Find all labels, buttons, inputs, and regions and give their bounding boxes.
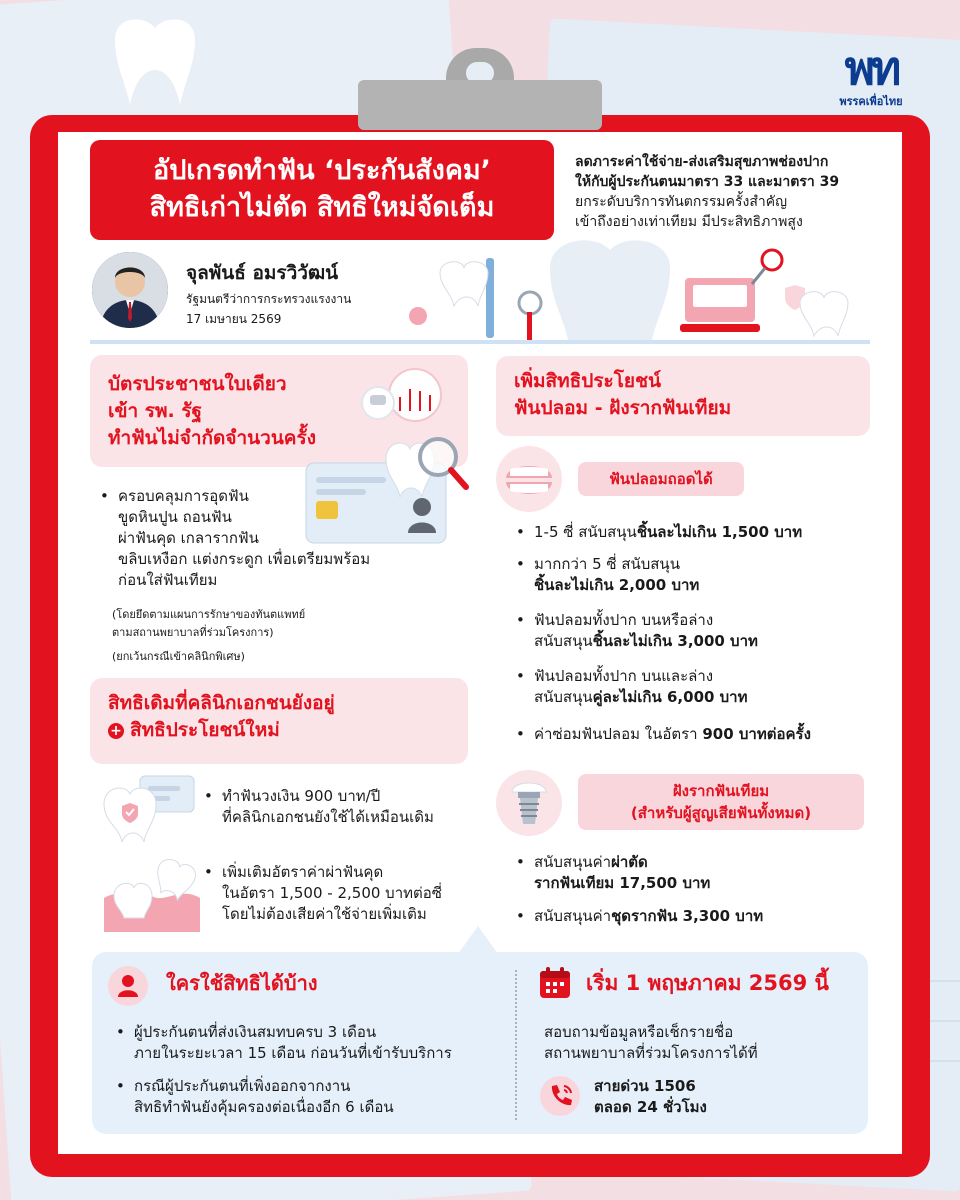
title-line-1: อัปเกรดทำฟัน ‘ประกันสังคม’: [153, 155, 491, 186]
author-role: รัฐมนตรีว่าการกระทรวงแรงงาน: [186, 292, 352, 306]
sec2-bullet-1: • ทำฟันวงเงิน 900 บาท/ปี ที่คลินิกเอกชนยังใช้ได้เหมือนเดิม: [204, 787, 434, 826]
start-text: สอบถามข้อมูลหรือเช็กรายชื่อ สถานพยาบาลที่ร่วมโครงการได้ที่: [544, 1023, 758, 1062]
denture-icon: [496, 446, 562, 512]
denture-item-5: • ค่าซ่อมฟันปลอม ในอัตรา 900 บาทต่อครั้ง: [516, 725, 811, 743]
title-line-2: สิทธิเก่าไม่ตัด สิทธิใหม่จัดเต็ม: [149, 192, 495, 223]
intro-text: ลดภาระค่าใช้จ่าย-ส่งเสริมสุขภาพช่องปาก ให้กับผู้ประกันตนมาตรา 33 และมาตรา 39 ยกระดับบริการทันตกรรมครั้งสำคัญ เข้าถึงอย่างเท่าเทียม มีประสิทธิภาพสูง: [575, 154, 840, 230]
header-divider: [90, 340, 870, 344]
hotline: สายด่วน 1506 ตลอด 24 ชั่วโมง: [594, 1077, 707, 1116]
calendar-icon: [538, 966, 572, 1000]
dental-tools-illustration: [400, 228, 870, 340]
logo-mark: พท: [844, 41, 898, 95]
wisdom-tooth-icon: [104, 856, 200, 932]
title-box: [90, 140, 554, 240]
start-date-heading: เริ่ม 1 พฤษภาคม 2569 นี้: [586, 971, 829, 995]
section-id-card-heading: บัตรประชาชนใบเดียว เข้า รพ. รัฐ ทำฟันไม่จำกัดจำนวนครั้ง: [90, 355, 468, 467]
logo-text: พรรคเพื่อไทย: [839, 95, 903, 108]
denture-item-2: • มากกว่า 5 ซี่ สนับสนุน ชิ้นละไม่เกิน 2,000 บาท: [516, 555, 700, 594]
author-name: จุลพันธ์ อมรวิวัฒน์: [186, 262, 339, 284]
who-heading: ใครใช้สิทธิได้บ้าง: [166, 971, 318, 995]
clip-bar: [358, 80, 602, 130]
denture-pill: ฟันปลอมถอดได้: [578, 462, 744, 496]
denture-item-1: • 1-5 ซี่ สนับสนุนชิ้นละไม่เกิน 1,500 บาท: [516, 523, 803, 541]
implant-pill: ฝังรากฟันเทียม (สำหรับผู้สูญเสียฟันทั้งหมด): [578, 774, 864, 830]
author-avatar: [92, 252, 168, 328]
denture-item-3: • ฟันปลอมทั้งปาก บนหรือล่าง สนับสนุนชิ้นละไม่เกิน 3,000 บาท: [516, 611, 758, 650]
who-bullet-1: • ผู้ประกันตนที่ส่งเงินสมทบครบ 3 เดือน ภายในระยะเวลา 15 เดือน ก่อนวันที่เข้ารับบริการ: [116, 1023, 452, 1062]
implant-item-1: • สนับสนุนค่าผ่าตัด รากฟันเทียม 17,500 บาท: [516, 853, 711, 892]
sec1-note: (โดยยึดตามแผนการรักษาของทันตแพทย์ ตามสถานพยาบาลที่ร่วมโครงการ) (ยกเว้นกรณีเข้าคลินิกพิเศษ): [112, 608, 306, 663]
user-icon: [108, 966, 148, 1006]
sec2-bullet-2: • เพิ่มเติมอัตราค่าผ่าฟันคุด ในอัตรา 1,500 - 2,500 บาทต่อซี่ โดยไม่ต้องเสียค่าใช้จ่ายเพิ่มเติม: [204, 863, 442, 923]
tooth-card-icon: [100, 770, 200, 844]
sec1-bullet: • ครอบคลุมการอุดฟัน ขูดหินปูน ถอนฟัน ผ่าฟันคุด เกลารากฟัน ขลิบเหงือก แต่งกระดูก เพื่อเตรียมพร้อม ก่อนใส่ฟันเทียม: [100, 487, 371, 589]
who-bullet-2: • กรณีผู้ประกันตนที่เพิ่งออกจากงาน สิทธิทำฟันยังคุ้มครองต่อเนื่องอีก 6 เดือน: [116, 1077, 394, 1116]
author-date: 17 เมษายน 2569: [186, 312, 282, 326]
implant-item-2: • สนับสนุนค่าชุดรากฟัน 3,300 บาท: [516, 907, 764, 925]
denture-item-4: • ฟันปลอมทั้งปาก บนและล่าง สนับสนุนคู่ละไม่เกิน 6,000 บาท: [516, 667, 748, 706]
implant-icon: [496, 770, 562, 836]
phone-icon: [540, 1076, 580, 1116]
plus-icon: +: [108, 723, 124, 739]
party-logo: [826, 41, 916, 110]
section-denture-implant-heading: เพิ่มสิทธิประโยชน์ ฟันปลอม - ฝังรากฟันเทียม: [496, 356, 870, 436]
background-tooth-icon: [100, 10, 210, 110]
box-divider: [515, 970, 517, 1120]
section-private-clinic-heading: สิทธิเดิมที่คลินิกเอกชนยังอยู่ + สิทธิประโยชน์ใหม่: [90, 678, 468, 764]
